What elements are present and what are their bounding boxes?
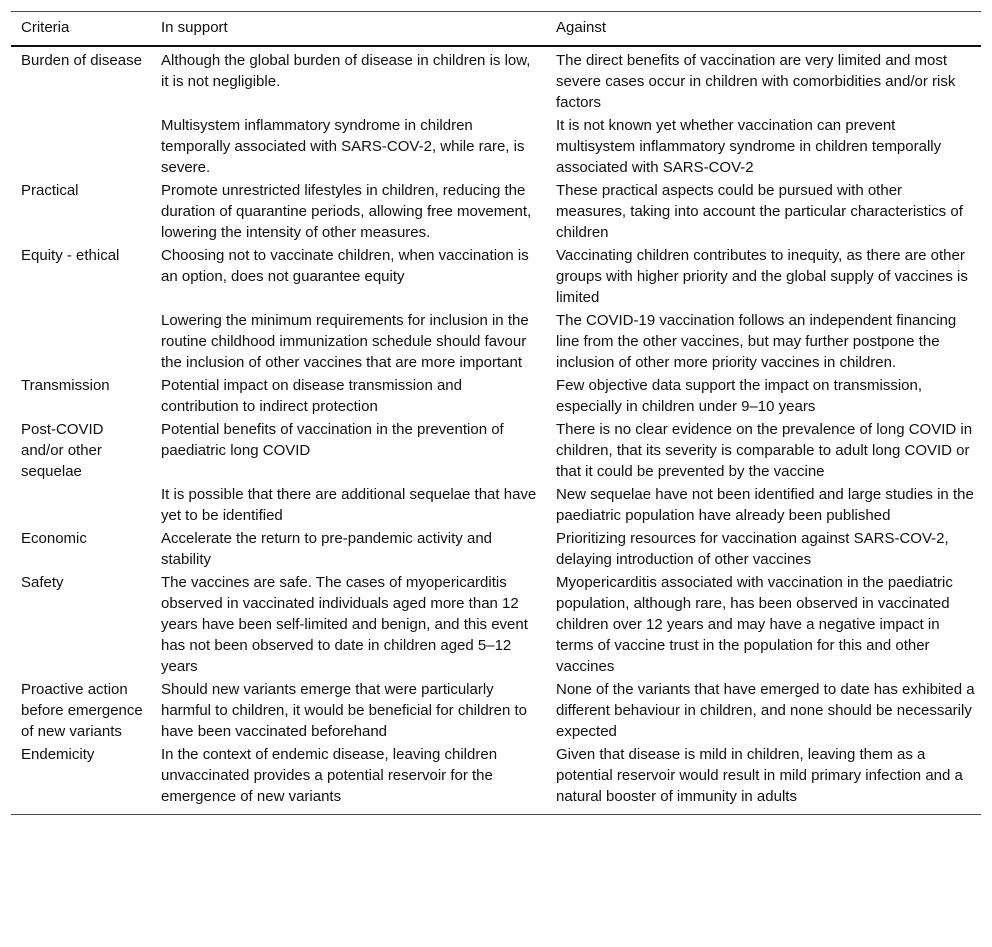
table-row (11, 483, 981, 527)
against-cell: Given that disease is mild in children, leaving them as a potential reservoir would result in mild primary infection and a natural booster of immunity in adults (546, 743, 981, 815)
support-cell: In the context of endemic disease, leaving children unvaccinated provides a potential reservoir for the emergence of new variants (151, 743, 546, 815)
criteria-cell (11, 483, 151, 527)
against-cell: It is not known yet whether vaccination can prevent multisystem inflammatory syndrome in children temporally associated with SARS-COV-2 (556, 117, 942, 176)
criteria-cell: Transmission (21, 377, 110, 394)
criteria-table (11, 11, 981, 815)
support-cell: Promote unrestricted lifestyles in children, reducing the duration of quarantine periods, allowing free movement, lowering the intensity of other measures. (161, 182, 532, 241)
header-in-support: In support (151, 12, 546, 47)
against-cell: None of the variants that have emerged to date has exhibited a different behaviour in children, and none should be necessarily expected (556, 681, 975, 740)
against-cell: The COVID-19 vaccination follows an independent financing line from the other vaccines, but may further postpone the inclusion of other more priority vaccines in children. (556, 312, 957, 371)
support-cell: Multisystem inflammatory syndrome in children temporally associated with SARS-COV-2, while rare, is severe. (161, 117, 525, 176)
table-body (11, 46, 981, 815)
table-header (11, 12, 981, 47)
support-cell: Choosing not to vaccinate children, when vaccination is an option, does not guarantee equity (161, 247, 529, 285)
support-cell: Potential benefits of vaccination in the prevention of paediatric long COVID (161, 421, 504, 459)
table-row (11, 374, 981, 418)
criteria-cell: Burden of disease (21, 52, 142, 69)
support-cell: Lowering the minimum requirements for inclusion in the routine childhood immunization schedule should favour the inclusion of other vaccines that are more important (161, 312, 529, 371)
support-cell: Although the global burden of disease in children is low, it is not negligible. (161, 52, 531, 90)
criteria-cell: Proactive action before emergence of new variants (21, 681, 143, 740)
header-row (11, 12, 981, 47)
criteria-cell: Post-COVID and/or other sequelae (21, 421, 104, 480)
against-cell: Vaccinating children contributes to inequity, as there are other groups with higher priority and the global supply of vaccines is limited (556, 247, 968, 306)
table-row (11, 418, 981, 483)
table-row (11, 309, 981, 374)
table-row (11, 46, 981, 114)
table-row (11, 114, 981, 179)
header-criteria: Criteria (11, 12, 151, 47)
criteria-cell: Equity - ethical (21, 247, 120, 264)
support-cell: Potential impact on disease transmission and contribution to indirect protection (161, 377, 462, 415)
against-cell: There is no clear evidence on the prevalence of long COVID in children, that its severity is comparable to adult long COVID or that it could be prevented by the vaccine (556, 421, 973, 480)
against-cell: These practical aspects could be pursued with other measures, taking into account the particular characteristics of children (556, 182, 963, 241)
support-cell: The vaccines are safe. The cases of myopericarditis observed in vaccinated individuals aged more than 12 years have been self-limited and benign, and this event has not been observed to date in children aged 5–12 years (161, 574, 528, 675)
table-row (11, 244, 981, 309)
against-cell: Few objective data support the impact on transmission, especially in children under 9–10 years (556, 377, 923, 415)
criteria-cell: Safety (21, 574, 64, 591)
support-cell: It is possible that there are additional sequelae that have yet to be identified (161, 486, 537, 524)
criteria-cell: Endemicity (11, 743, 151, 815)
against-cell: Prioritizing resources for vaccination against SARS-COV-2, delaying introduction of other vaccines (556, 530, 949, 568)
criteria-cell: Practical (21, 182, 79, 199)
against-cell: Myopericarditis associated with vaccination in the paediatric population, although rare, has been observed in vaccinated children over 12 years and may have a negative impact in terms of vaccine trust in the population for this and other vaccines (556, 574, 953, 675)
header-against: Against (546, 12, 981, 47)
table-row (11, 571, 981, 678)
support-cell: Should new variants emerge that were particularly harmful to children, it would be beneficial for children to have been vaccinated beforehand (161, 681, 528, 740)
against-cell: New sequelae have not been identified and large studies in the paediatric population have already been published (556, 486, 974, 524)
table-row (11, 678, 981, 743)
support-cell: Accelerate the return to pre-pandemic activity and stability (161, 530, 493, 568)
table-row (11, 527, 981, 571)
criteria-cell (11, 114, 151, 179)
criteria-cell: Economic (21, 530, 87, 547)
against-cell: The direct benefits of vaccination are very limited and most severe cases occur in children with comorbidities and/or risk factors (556, 52, 956, 111)
table-row (11, 179, 981, 244)
table-row (11, 743, 981, 815)
criteria-cell (11, 309, 151, 374)
